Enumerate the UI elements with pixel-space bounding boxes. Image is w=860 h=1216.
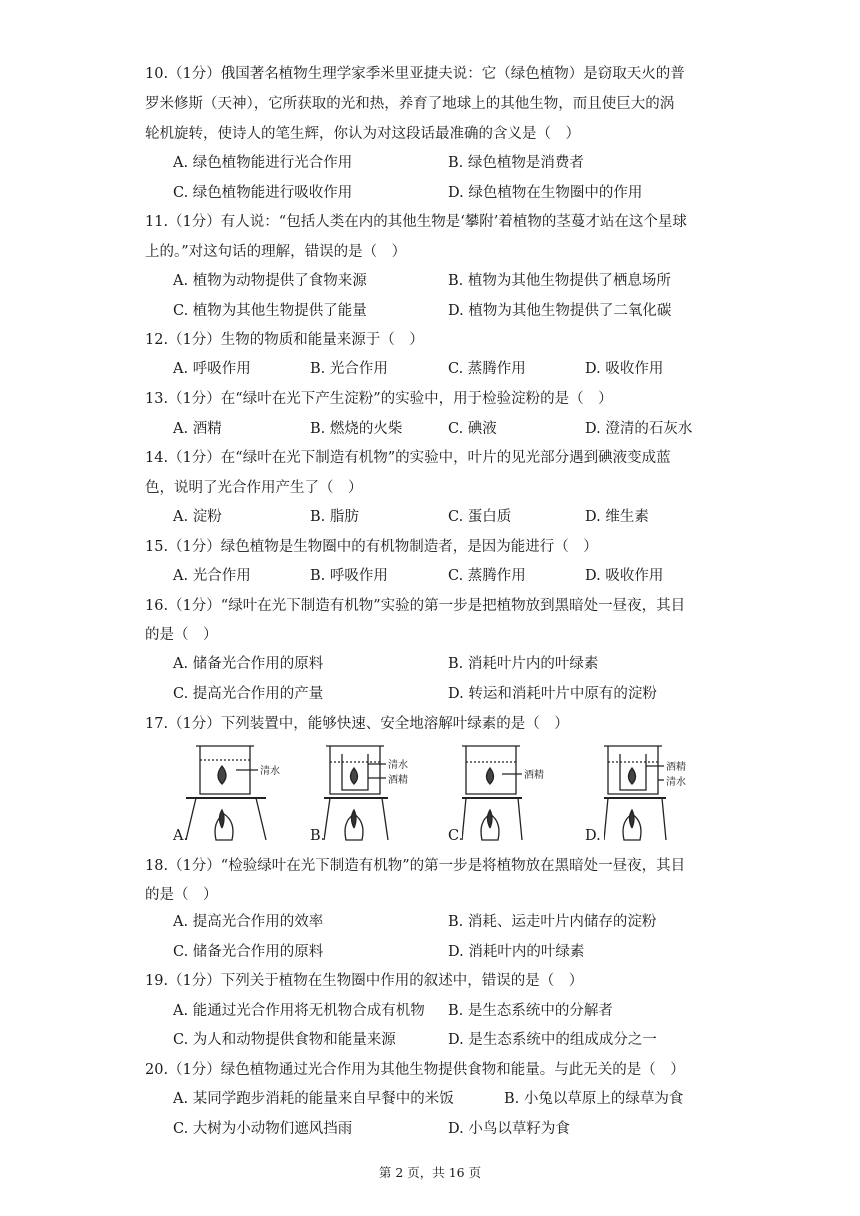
q19-line-1: 19.（1分）下列关于植物在生物圈中作用的叙述中，错误的是（ ） bbox=[145, 973, 584, 989]
q18-line-2: 的是（ ） bbox=[145, 887, 218, 903]
q18-option-d[interactable]: D. 消耗叶内的叶绿素 bbox=[448, 944, 585, 960]
figure-d-label-1: 酒精 bbox=[666, 762, 686, 773]
q16-option-a[interactable]: A. 储备光合作用的原料 bbox=[173, 656, 324, 672]
q14-option-c[interactable]: C. 蛋白质 bbox=[448, 509, 512, 525]
figure-d-apparatus bbox=[604, 740, 714, 844]
q11-option-d[interactable]: D. 植物为其他生物提供了二氧化碳 bbox=[448, 303, 672, 319]
q10-option-a[interactable]: A. 绿色植物能进行光合作用 bbox=[173, 155, 353, 171]
q10-option-d[interactable]: D. 绿色植物在生物圈中的作用 bbox=[448, 185, 643, 201]
q10-line-1: 10.（1分）俄国著名植物生理学家季米里亚捷夫说：它（绿色植物）是窃取天火的普 bbox=[145, 66, 685, 82]
q19-option-d[interactable]: D. 是生态系统中的组成成分之一 bbox=[448, 1032, 657, 1048]
q18-option-b[interactable]: B. 消耗、运走叶片内储存的淀粉 bbox=[448, 914, 657, 930]
q11-option-a[interactable]: A. 植物为动物提供了食物来源 bbox=[173, 273, 367, 289]
figure-d-label-2: 清水 bbox=[666, 777, 686, 788]
q14-option-b[interactable]: B. 脂肪 bbox=[310, 509, 359, 525]
q14-line-1: 14.（1分）在“绿叶在光下制造有机物”的实验中，叶片的见光部分遇到碘液变成蓝 bbox=[145, 450, 671, 466]
figure-a-label-1: 清水 bbox=[260, 766, 280, 777]
q20-option-b[interactable]: B. 小兔以草原上的绿草为食 bbox=[504, 1091, 684, 1107]
q10-option-c[interactable]: C. 绿色植物能进行吸收作用 bbox=[173, 185, 353, 201]
q18-line-1: 18.（1分）“检验绿叶在光下制造有机物”的第一步是将植物放在黑暗处一昼夜，其目 bbox=[145, 858, 686, 874]
figure-c-apparatus bbox=[462, 740, 572, 844]
q13-option-d[interactable]: D. 澄清的石灰水 bbox=[585, 421, 693, 437]
q14-option-d[interactable]: D. 维生素 bbox=[585, 509, 649, 525]
q10-option-b[interactable]: B. 绿色植物是消费者 bbox=[448, 155, 584, 171]
q12-option-a[interactable]: A. 呼吸作用 bbox=[173, 361, 251, 377]
q14-line-2: 色，说明了光合作用产生了（ ） bbox=[145, 480, 363, 496]
q20-line-1: 20.（1分）绿色植物通过光合作用为其他生物提供食物和能量。与此无关的是（ ） bbox=[145, 1062, 685, 1078]
q19-option-a[interactable]: A. 能通过光合作用将无机物合成有机物 bbox=[173, 1003, 425, 1019]
q19-option-b[interactable]: B. 是生态系统中的分解者 bbox=[448, 1003, 613, 1019]
figure-b-apparatus bbox=[324, 740, 434, 844]
q17-option-c[interactable]: C. bbox=[448, 828, 464, 844]
q17-option-b[interactable]: B. bbox=[310, 828, 326, 844]
q15-option-c[interactable]: C. 蒸腾作用 bbox=[448, 568, 526, 584]
figure-b-label-1: 清水 bbox=[388, 760, 408, 771]
q17-option-d[interactable]: D. bbox=[585, 828, 601, 844]
q20-option-a[interactable]: A. 某同学跑步消耗的能量来自早餐中的米饭 bbox=[173, 1091, 454, 1107]
q11-option-c[interactable]: C. 植物为其他生物提供了能量 bbox=[173, 303, 367, 319]
figure-a-apparatus bbox=[186, 740, 296, 844]
q12-option-b[interactable]: B. 光合作用 bbox=[310, 361, 388, 377]
q16-line-2: 的是（ ） bbox=[145, 627, 218, 643]
q16-option-c[interactable]: C. 提高光合作用的产量 bbox=[173, 686, 324, 702]
q12-option-d[interactable]: D. 吸收作用 bbox=[585, 361, 664, 377]
q11-line-1: 11.（1分）有人说：“包括人类在内的其他生物是‘攀附’着植物的茎蔓才站在这个星球 bbox=[145, 214, 687, 230]
q10-line-2: 罗米修斯（天神），它所获取的光和热，养育了地球上的其他生物，而且使巨大的涡 bbox=[145, 96, 675, 112]
q12-option-c[interactable]: C. 蒸腾作用 bbox=[448, 361, 526, 377]
q17-option-a[interactable]: A. bbox=[173, 828, 189, 844]
q15-option-b[interactable]: B. 呼吸作用 bbox=[310, 568, 388, 584]
q13-option-c[interactable]: C. 碘液 bbox=[448, 421, 497, 437]
q20-option-c[interactable]: C. 大树为小动物们遮风挡雨 bbox=[173, 1121, 353, 1137]
q13-option-b[interactable]: B. 燃烧的火柴 bbox=[310, 421, 403, 437]
q15-option-a[interactable]: A. 光合作用 bbox=[173, 568, 251, 584]
q18-option-c[interactable]: C. 储备光合作用的原料 bbox=[173, 944, 324, 960]
page-footer: 第 2 页，共 16 页 bbox=[378, 1165, 482, 1180]
q16-option-d[interactable]: D. 转运和消耗叶片中原有的淀粉 bbox=[448, 686, 657, 702]
q16-option-b[interactable]: B. 消耗叶片内的叶绿素 bbox=[448, 656, 599, 672]
q11-line-2: 上的。”对这句话的理解，错误的是（ ） bbox=[145, 244, 407, 260]
q14-option-a[interactable]: A. 淀粉 bbox=[173, 509, 222, 525]
q20-option-d[interactable]: D. 小鸟以草籽为食 bbox=[448, 1121, 570, 1137]
q13-line-1: 13.（1分）在“绿叶在光下产生淀粉”的实验中，用于检验淀粉的是（ ） bbox=[145, 391, 613, 407]
q12-line-1: 12.（1分）生物的物质和能量来源于（ ） bbox=[145, 332, 424, 348]
q13-option-a[interactable]: A. 酒精 bbox=[173, 421, 222, 437]
figure-b-label-2: 酒精 bbox=[388, 775, 408, 786]
q16-line-1: 16.（1分）“绿叶在光下制造有机物”实验的第一步是把植物放到黑暗处一昼夜，其目 bbox=[145, 598, 686, 614]
q18-option-a[interactable]: A. 提高光合作用的效率 bbox=[173, 914, 324, 930]
q19-option-c[interactable]: C. 为人和动物提供食物和能量来源 bbox=[173, 1032, 396, 1048]
q10-line-3: 轮机旋转，使诗人的笔生辉，你认为对这段话最准确的含义是（ ） bbox=[145, 126, 580, 142]
q17-line-1: 17.（1分）下列装置中，能够快速、安全地溶解叶绿素的是（ ） bbox=[145, 716, 569, 732]
q15-line-1: 15.（1分）绿色植物是生物圈中的有机物制造者，是因为能进行（ ） bbox=[145, 539, 598, 555]
figure-c-label-1: 酒精 bbox=[524, 770, 544, 781]
q15-option-d[interactable]: D. 吸收作用 bbox=[585, 568, 664, 584]
q11-option-b[interactable]: B. 植物为其他生物提供了栖息场所 bbox=[448, 273, 671, 289]
